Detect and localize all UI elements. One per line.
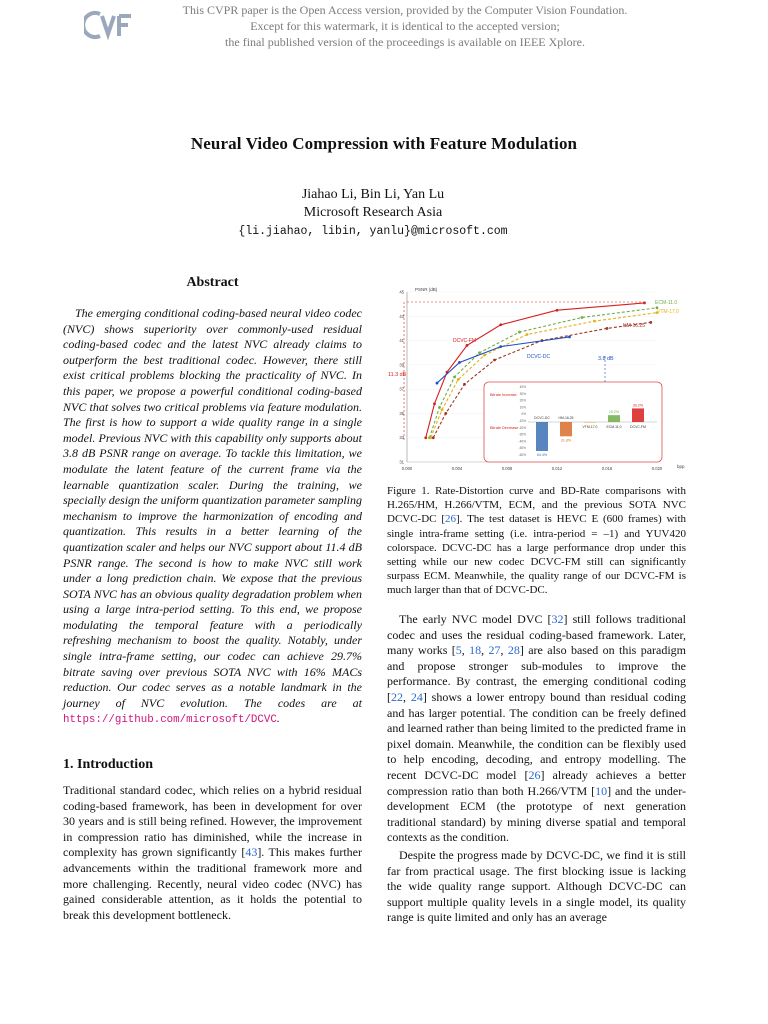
citation-link[interactable]: 22	[391, 689, 403, 704]
data-point	[581, 316, 584, 319]
intro-text: Traditional standard codec, which relies on a hybrid residual coding-based framework, has been in development for over 30 years and is still being refined. However, the improvement in compression ratio has diminished, while the increase in complexity has grown significantly [	[63, 783, 362, 860]
citation-link[interactable]: 26	[445, 513, 457, 526]
data-point	[499, 345, 502, 348]
data-point	[478, 351, 481, 354]
citation-link[interactable]: 27	[488, 643, 501, 658]
data-point	[643, 302, 646, 305]
data-point	[457, 378, 460, 381]
right-column-text	[387, 612, 686, 928]
citation-link[interactable]: 24	[410, 689, 423, 704]
inset-bar	[632, 408, 644, 422]
watermark-line-2: Except for this watermark, it is identical to the accepted version;	[250, 19, 560, 33]
paragraph: Despite the progress made by DCVC-DC, we find it is still far from practical usage. The first blocking issue is lacking the wide quality range support. Although DCVC-DC can support multiple quality levels in a single model, its quality range is quite limited and only has an average	[387, 847, 686, 925]
paper-title: Neural Video Compression with Feature Modulation	[190, 134, 578, 153]
series-label: HM-16.25	[623, 323, 645, 329]
data-point	[526, 333, 529, 336]
author-emails: {li.jiahao, libin, yanlu}@microsoft.com	[238, 225, 508, 238]
x-tick-label: 0.016	[601, 466, 613, 471]
citation-link[interactable]: 26	[528, 767, 541, 782]
abstract-body	[63, 306, 362, 729]
inset-category-label: DCVC-DC	[534, 416, 550, 420]
inset-bar	[560, 422, 572, 436]
affiliation: Microsoft Research Asia	[303, 205, 443, 220]
inset-y-tick: -40%	[518, 439, 526, 444]
inset-category-label: DCVC-FM	[630, 425, 646, 429]
series-label: DCVC-FM	[453, 338, 477, 344]
y-tick-label: 35	[399, 410, 404, 416]
inset-y-tick: 40%	[519, 385, 526, 389]
inset-y-tick: -60%	[518, 453, 526, 457]
paragraph: The early NVC model DVC [32] still follows traditional codec and uses the residual coding-based framework. Later, many works [5, 18, 27, 28] are also based on this paradigm and propose stronger sub-modules to improve the performance. By contrast, the emerging conditional coding [22, 24] shows a lower entropy bound than residual coding and has larger potential. The condition can be freely defined and learned rather than being limited to the predicted frame in pixel domain. Meanwhile, the condition can be flexibly used to help encoding, decoding, and entropy modelling. The recent DCVC-DC model [26] already achieves a better compression ratio than both H.266/VTM [10] and the under-development ECM (the prototype of next generation traditional standard) by mining diverse spatial and temporal contexts as the condition.	[387, 612, 687, 845]
inset-ylabel-decrease: Bitrate Decrease	[490, 426, 519, 430]
data-point	[458, 361, 461, 364]
annotation-11-3db: 11.3 dB	[388, 372, 407, 378]
inset-y-tick: -20%	[518, 425, 526, 430]
data-point	[424, 436, 427, 439]
intro-text: ]. This makes further advancements within the traditional framework more and more challenging. Recently, neural video codec (NVC) has gained considerable attention, as it holds the potential to break this development bottleneck.	[63, 845, 362, 922]
citation-link[interactable]: 32	[551, 612, 564, 626]
inset-bar	[584, 422, 596, 423]
data-point	[444, 412, 447, 415]
data-point	[493, 359, 496, 362]
citation-link[interactable]: 28	[507, 643, 520, 658]
x-tick-label: 0.000	[401, 466, 413, 471]
inset-y-tick: -10%	[518, 419, 526, 423]
bd-rate-inset	[484, 382, 662, 462]
inset-category-label: VTM-17.0	[582, 425, 598, 429]
inset-bar	[608, 415, 620, 422]
y-axis-label: PSNR (dB)	[415, 287, 438, 292]
inset-bar	[536, 422, 548, 451]
caption-text: ]. The test dataset is HEVC E (600 frames) with single intra-frame setting (i.e. intra-period = –1) and YUV420 colorspace. DCVC-DC has a large performance drop under this setting while our new codec DCVC-FM still can significantly surpass ECM. Meanwhile, the quality range of our DCVC-FM is much larger than that of DCVC-DC.	[387, 513, 686, 597]
data-point	[463, 383, 466, 386]
annotation-3-8db: 3.8 dB	[598, 356, 614, 362]
data-point	[441, 408, 444, 411]
inset-ylabel-increase: Bitrate Increase	[490, 393, 517, 397]
y-tick-label: 39	[399, 362, 404, 368]
inset-category-label: ECM-11.0	[606, 425, 622, 429]
data-point	[518, 331, 521, 334]
data-point	[466, 344, 469, 347]
inset-value-label: 64.4%	[536, 452, 548, 457]
data-point	[568, 336, 571, 339]
y-tick-label: 41	[399, 338, 404, 344]
data-point	[438, 406, 441, 409]
inset-category-label: HM-16.25	[558, 416, 574, 420]
figure-caption	[387, 484, 686, 598]
abstract-text: The emerging conditional coding-based neural video codec (NVC) shows superiority over commonly-used residual coding-based codec and the latest NVC already claims to outperform the best traditional codec. However, there still exist critical problems blocking the practicality of NVC. In this paper, we propose a powerful conditional coding-based NVC that solves two critical problems via feature modulation. The first is how to support a wide quality range in a single model. Previous NVC with this capability only supports about 3.8 dB PSNR range on average. To tackle this limitation, we modulate the latent feature of the current frame via the learnable quantization scaler. During the training, we specially design the uniform quantization parameter sampling mechanism to improve the harmonization of encoding and quantization. This results in a better learning of the quantization scaler and helps our NVC support about 11.4 dB PSNR range. The second is how to make NVC still work under a long prediction chain. We expose that the previous SOTA NVC has an obvious quality degradation problem when using a large intra-period setting. To this end, we propose modulating the temporal feature with a periodically refreshing mechanism to boost the quality. Notably, under single intra-frame setting, our codec can achieve 29.7% bitrate saving over previous SOTA NVC with 16% MACs reduction. Our codec serves as a notable landmark in the journey of NVC evolution. The codes are at	[63, 306, 362, 710]
data-point	[483, 354, 486, 357]
y-tick-label: 45	[399, 289, 404, 295]
intro-paragraph	[63, 783, 362, 923]
watermark	[170, 2, 640, 50]
citation-link[interactable]: 18	[469, 643, 482, 658]
citation-link[interactable]: 5	[455, 643, 462, 658]
inset-value-label: 31.8%	[560, 438, 572, 443]
x-axis-label: bpp	[677, 464, 685, 469]
data-point	[499, 323, 502, 326]
series-label: DCVC-DC	[527, 354, 551, 360]
data-point	[433, 402, 436, 405]
x-tick-label: 0.004	[451, 466, 463, 471]
section-heading-introduction: 1. Introduction	[63, 757, 153, 772]
watermark-line-3: the final published version of the proceedings is available on IEEE Xplore.	[225, 35, 585, 49]
series-label: VTM-17.0	[657, 309, 679, 315]
series-label: ECM-11.0	[655, 300, 678, 306]
inset-y-tick: -30%	[518, 432, 526, 437]
caption-text: Figure 1. Rate-Distortion curve and BD-Rate comparisons with H.265/HM, H.266/VTM, ECM, and the previous SOTA NVC DCVC-DC [	[387, 485, 686, 526]
inset-y-tick: 10%	[519, 405, 526, 410]
x-tick-label: 0.008	[501, 466, 513, 471]
y-tick-label: 31	[399, 459, 404, 465]
data-point	[606, 327, 609, 330]
data-point	[556, 309, 559, 312]
y-tick-label: 43	[399, 313, 404, 319]
y-tick-label: 37	[399, 386, 404, 392]
inset-value-label: 30.2%	[632, 403, 644, 408]
inset-value-label: 15.2%	[608, 410, 620, 415]
cvf-logo	[84, 8, 140, 42]
data-point	[429, 436, 432, 439]
data-point	[453, 376, 456, 379]
author-block	[0, 186, 746, 222]
data-point	[436, 382, 439, 385]
x-tick-label: 0.012	[551, 466, 563, 471]
citation-link[interactable]: 10	[595, 783, 608, 798]
data-point	[432, 436, 435, 439]
rd-curve-figure	[387, 284, 687, 479]
watermark-line-1: This CVPR paper is the Open Access version, provided by the Computer Vision Foundation.	[182, 3, 628, 17]
inset-y-tick: 20%	[519, 398, 526, 403]
data-point	[593, 320, 596, 323]
data-point	[649, 321, 652, 324]
x-tick-label: 0.020	[651, 466, 663, 471]
code-link[interactable]: https://github.com/microsoft/DCVC	[63, 714, 277, 727]
author-names: Jiahao Li, Bin Li, Yan Lu	[301, 187, 445, 202]
abstract-heading: Abstract	[186, 275, 239, 290]
inset-y-tick: 30%	[519, 391, 526, 396]
y-tick-label: 33	[399, 435, 404, 441]
citation-link[interactable]: 43	[245, 845, 258, 860]
inset-y-tick: 0%	[521, 412, 526, 417]
inset-y-tick: -50%	[518, 446, 526, 451]
abstract-end: .	[276, 711, 280, 726]
